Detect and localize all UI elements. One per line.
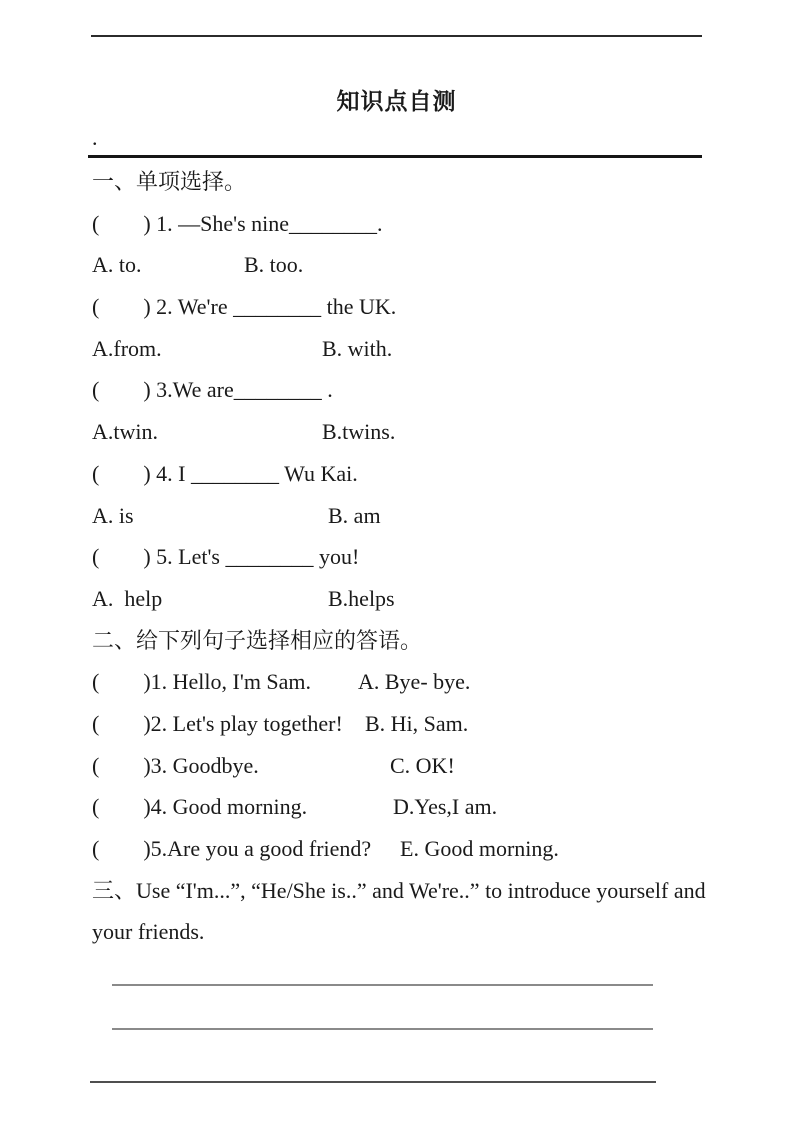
question-1-option-a: A. to. xyxy=(92,252,142,278)
answer-blank-line-2 xyxy=(112,1028,653,1030)
question-4: ( ) 4. I ________ Wu Kai. xyxy=(92,460,358,486)
match-item-1 xyxy=(92,661,706,703)
match-item-2-answer: B. Hi, Sam. xyxy=(365,710,469,736)
question-4-option-a: A. is xyxy=(92,502,134,528)
question-4-options xyxy=(92,495,706,537)
page-title: 知识点自测 xyxy=(336,89,457,114)
question-3: ( ) 3.We are________ . xyxy=(92,377,333,403)
match-item-5 xyxy=(92,828,706,870)
question-5: ( ) 5. Let's ________ you! xyxy=(92,544,360,570)
question-2: ( ) 2. We're ________ the UK. xyxy=(92,294,397,320)
match-item-2-prompt: ( )2. Let's play together! xyxy=(92,710,343,736)
match-item-3-prompt: ( )3. Goodbye. xyxy=(92,752,259,778)
question-4-option-b: B. am xyxy=(328,502,381,528)
question-5-option-b: B.helps xyxy=(328,585,395,611)
question-2-option-b: B. with. xyxy=(322,335,393,361)
section3-heading-line1: 三、Use “I'm...”, “He/She is..” and We're..” to introduce yourself and xyxy=(92,877,706,903)
worksheet-body xyxy=(92,161,706,953)
match-item-1-prompt: ( )1. Hello, I'm Sam. xyxy=(92,669,312,695)
match-item-4 xyxy=(92,786,706,828)
match-item-5-prompt: ( )5.Are you a good friend? xyxy=(92,836,372,861)
answer-blank-line-1 xyxy=(112,984,653,986)
match-item-3-answer: C. OK! xyxy=(390,752,455,778)
header-top-rule xyxy=(91,35,702,37)
question-3-options xyxy=(92,411,706,453)
header-divider-rule xyxy=(88,155,702,158)
question-1-option-b: B. too. xyxy=(244,252,304,278)
match-item-3 xyxy=(92,745,706,787)
match-item-4-prompt: ( )4. Good morning. xyxy=(92,794,308,820)
question-5-option-a: A. help xyxy=(92,585,163,611)
match-item-1-answer: A. Bye- bye. xyxy=(358,669,471,695)
section1-heading: 一、单项选择。 xyxy=(92,169,247,194)
question-5-options xyxy=(92,578,706,620)
question-3-option-b: B.twins. xyxy=(322,419,396,445)
footer-rule xyxy=(90,1081,656,1083)
match-item-4-answer: D.Yes,I am. xyxy=(393,794,498,820)
question-2-option-a: A.from. xyxy=(92,335,162,361)
stray-period: . xyxy=(92,125,98,150)
question-1-options xyxy=(92,244,706,286)
section2-heading: 二、给下列句子选择相应的答语。 xyxy=(92,627,423,653)
section3-heading-line2: your friends. xyxy=(92,919,205,945)
match-item-5-answer: E. Good morning. xyxy=(400,836,559,861)
question-1: ( ) 1. —She's nine________. xyxy=(92,210,383,236)
question-3-option-a: A.twin. xyxy=(92,419,158,445)
question-2-options xyxy=(92,328,706,370)
match-item-2 xyxy=(92,703,706,745)
